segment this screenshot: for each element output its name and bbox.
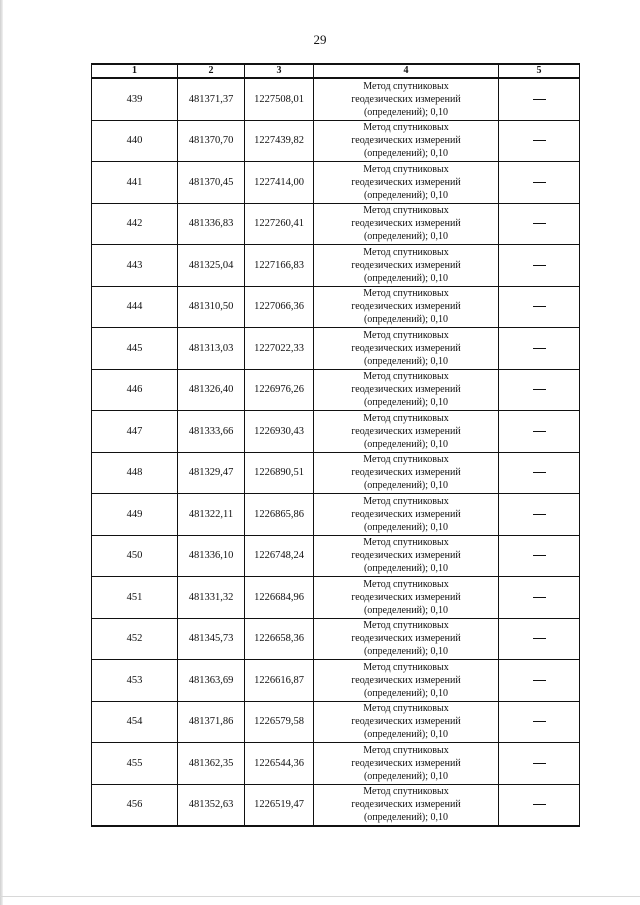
- method-line: Метод спутниковых: [363, 537, 449, 549]
- y-coordinate-cell: 1227439,82: [245, 120, 314, 162]
- method-line: (определений); 0,10: [363, 480, 449, 492]
- coordinates-table: [91, 63, 580, 827]
- method-line: геодезических измерений: [351, 508, 461, 520]
- table-body: [92, 78, 580, 826]
- note-cell: [499, 660, 580, 702]
- method-line: (определений); 0,10: [363, 729, 449, 741]
- x-coordinate-cell: 481325,04: [178, 245, 245, 287]
- point-number-cell: 443: [92, 245, 178, 287]
- x-coordinate-cell: 481371,37: [178, 78, 245, 120]
- y-coordinate-cell: 1226684,96: [245, 577, 314, 619]
- dash-mark: [533, 804, 546, 805]
- point-number-cell: 444: [92, 286, 178, 328]
- table-row: [92, 535, 580, 577]
- method-line: геодезических измерений: [351, 799, 461, 811]
- note-cell: [499, 369, 580, 411]
- table-row: [92, 743, 580, 785]
- method-line: Метод спутниковых: [363, 122, 449, 134]
- table-row: [92, 618, 580, 660]
- method-cell: [314, 535, 499, 577]
- x-coordinate-cell: 481329,47: [178, 452, 245, 494]
- y-coordinate-cell: 1226616,87: [245, 660, 314, 702]
- y-coordinate-cell: 1227260,41: [245, 203, 314, 245]
- dash-mark: [533, 140, 546, 141]
- column-header-3: 3: [245, 64, 314, 78]
- method-cell: [314, 701, 499, 743]
- table-row: [92, 245, 580, 287]
- x-coordinate-cell: 481336,10: [178, 535, 245, 577]
- method-line: (определений); 0,10: [363, 397, 449, 409]
- point-number-cell: 442: [92, 203, 178, 245]
- dash-mark: [533, 472, 546, 473]
- method-cell: [314, 120, 499, 162]
- note-cell: [499, 452, 580, 494]
- y-coordinate-cell: 1227022,33: [245, 328, 314, 370]
- method-cell: [314, 577, 499, 619]
- method-line: геодезических измерений: [351, 425, 461, 437]
- dash-mark: [533, 265, 546, 266]
- table-row: [92, 701, 580, 743]
- method-line: геодезических измерений: [351, 757, 461, 769]
- dash-mark: [533, 223, 546, 224]
- point-number-cell: 445: [92, 328, 178, 370]
- note-cell: [499, 120, 580, 162]
- method-line: Метод спутниковых: [363, 246, 449, 258]
- method-cell: [314, 203, 499, 245]
- table-header: [92, 64, 580, 78]
- note-cell: [499, 784, 580, 826]
- method-line: геодезических измерений: [351, 176, 461, 188]
- point-number-cell: 446: [92, 369, 178, 411]
- x-coordinate-cell: 481333,66: [178, 411, 245, 453]
- method-line: (определений); 0,10: [363, 355, 449, 367]
- method-line: Метод спутниковых: [363, 454, 449, 466]
- x-coordinate-cell: 481352,63: [178, 784, 245, 826]
- method-cell: [314, 328, 499, 370]
- method-cell: [314, 660, 499, 702]
- method-cell: [314, 618, 499, 660]
- point-number-cell: 456: [92, 784, 178, 826]
- y-coordinate-cell: 1227166,83: [245, 245, 314, 287]
- point-number-cell: 441: [92, 162, 178, 204]
- method-line: (определений); 0,10: [363, 106, 449, 118]
- point-number-cell: 452: [92, 618, 178, 660]
- column-header-2: 2: [178, 64, 245, 78]
- note-cell: [499, 618, 580, 660]
- method-line: Метод спутниковых: [363, 205, 449, 217]
- method-cell: [314, 286, 499, 328]
- method-line: геодезических измерений: [351, 218, 461, 230]
- method-line: Метод спутниковых: [363, 578, 449, 590]
- method-line: Метод спутниковых: [363, 495, 449, 507]
- y-coordinate-cell: 1226890,51: [245, 452, 314, 494]
- table-row: [92, 784, 580, 826]
- x-coordinate-cell: 481345,73: [178, 618, 245, 660]
- method-line: (определений); 0,10: [363, 148, 449, 160]
- table-row: [92, 328, 580, 370]
- dash-mark: [533, 680, 546, 681]
- note-cell: [499, 203, 580, 245]
- x-coordinate-cell: 481310,50: [178, 286, 245, 328]
- method-cell: [314, 78, 499, 120]
- table-row: [92, 369, 580, 411]
- point-number-cell: 449: [92, 494, 178, 536]
- method-line: (определений); 0,10: [363, 604, 449, 616]
- x-coordinate-cell: 481331,32: [178, 577, 245, 619]
- table-row: [92, 78, 580, 120]
- scan-bottom-edge: [0, 896, 640, 897]
- y-coordinate-cell: 1226748,24: [245, 535, 314, 577]
- x-coordinate-cell: 481326,40: [178, 369, 245, 411]
- note-cell: [499, 78, 580, 120]
- y-coordinate-cell: 1227066,36: [245, 286, 314, 328]
- dash-mark: [533, 555, 546, 556]
- y-coordinate-cell: 1226976,26: [245, 369, 314, 411]
- note-cell: [499, 494, 580, 536]
- dash-mark: [533, 182, 546, 183]
- method-line: (определений); 0,10: [363, 687, 449, 699]
- dash-mark: [533, 389, 546, 390]
- point-number-cell: 455: [92, 743, 178, 785]
- method-cell: [314, 369, 499, 411]
- method-line: Метод спутниковых: [363, 661, 449, 673]
- note-cell: [499, 701, 580, 743]
- method-line: Метод спутниковых: [363, 744, 449, 756]
- dash-mark: [533, 514, 546, 515]
- table-row: [92, 286, 580, 328]
- method-line: Метод спутниковых: [363, 329, 449, 341]
- y-coordinate-cell: 1226544,36: [245, 743, 314, 785]
- method-line: геодезических измерений: [351, 342, 461, 354]
- note-cell: [499, 286, 580, 328]
- dash-mark: [533, 721, 546, 722]
- method-line: геодезических измерений: [351, 467, 461, 479]
- x-coordinate-cell: 481322,11: [178, 494, 245, 536]
- y-coordinate-cell: 1226579,58: [245, 701, 314, 743]
- method-line: (определений); 0,10: [363, 521, 449, 533]
- method-line: Метод спутниковых: [363, 412, 449, 424]
- method-line: (определений); 0,10: [363, 272, 449, 284]
- method-line: геодезических измерений: [351, 674, 461, 686]
- method-line: геодезических измерений: [351, 550, 461, 562]
- x-coordinate-cell: 481363,69: [178, 660, 245, 702]
- method-line: (определений); 0,10: [363, 563, 449, 575]
- note-cell: [499, 577, 580, 619]
- dash-mark: [533, 306, 546, 307]
- method-line: Метод спутниковых: [363, 786, 449, 798]
- method-line: (определений); 0,10: [363, 646, 449, 658]
- table-row: [92, 203, 580, 245]
- method-line: Метод спутниковых: [363, 620, 449, 632]
- method-line: Метод спутниковых: [363, 703, 449, 715]
- y-coordinate-cell: 1227508,01: [245, 78, 314, 120]
- method-cell: [314, 162, 499, 204]
- column-header-1: 1: [92, 64, 178, 78]
- table-row: [92, 452, 580, 494]
- method-cell: [314, 245, 499, 287]
- y-coordinate-cell: 1226865,86: [245, 494, 314, 536]
- table-row: [92, 577, 580, 619]
- point-number-cell: 454: [92, 701, 178, 743]
- method-line: геодезических измерений: [351, 259, 461, 271]
- point-number-cell: 447: [92, 411, 178, 453]
- table-row: [92, 494, 580, 536]
- note-cell: [499, 535, 580, 577]
- y-coordinate-cell: 1226519,47: [245, 784, 314, 826]
- dash-mark: [533, 99, 546, 100]
- method-line: Метод спутниковых: [363, 371, 449, 383]
- table-row: [92, 411, 580, 453]
- x-coordinate-cell: 481371,86: [178, 701, 245, 743]
- method-line: геодезических измерений: [351, 591, 461, 603]
- column-header-4: 4: [314, 64, 499, 78]
- point-number-cell: 450: [92, 535, 178, 577]
- scan-edge: [0, 0, 3, 905]
- method-line: (определений); 0,10: [363, 314, 449, 326]
- dash-mark: [533, 763, 546, 764]
- method-cell: [314, 743, 499, 785]
- column-header-5: 5: [499, 64, 580, 78]
- method-line: Метод спутниковых: [363, 163, 449, 175]
- point-number-cell: 453: [92, 660, 178, 702]
- method-line: (определений); 0,10: [363, 770, 449, 782]
- method-line: (определений); 0,10: [363, 231, 449, 243]
- header-row: [92, 64, 580, 78]
- x-coordinate-cell: 481336,83: [178, 203, 245, 245]
- method-line: Метод спутниковых: [363, 80, 449, 92]
- point-number-cell: 439: [92, 78, 178, 120]
- table-row: [92, 162, 580, 204]
- note-cell: [499, 162, 580, 204]
- method-line: геодезических измерений: [351, 301, 461, 313]
- table-row: [92, 120, 580, 162]
- note-cell: [499, 328, 580, 370]
- method-line: геодезических измерений: [351, 716, 461, 728]
- dash-mark: [533, 638, 546, 639]
- y-coordinate-cell: 1226658,36: [245, 618, 314, 660]
- y-coordinate-cell: 1226930,43: [245, 411, 314, 453]
- note-cell: [499, 245, 580, 287]
- x-coordinate-cell: 481362,35: [178, 743, 245, 785]
- point-number-cell: 451: [92, 577, 178, 619]
- method-line: геодезических измерений: [351, 135, 461, 147]
- y-coordinate-cell: 1227414,00: [245, 162, 314, 204]
- method-line: (определений); 0,10: [363, 812, 449, 824]
- x-coordinate-cell: 481370,70: [178, 120, 245, 162]
- note-cell: [499, 743, 580, 785]
- point-number-cell: 440: [92, 120, 178, 162]
- dash-mark: [533, 348, 546, 349]
- method-line: (определений); 0,10: [363, 189, 449, 201]
- method-line: геодезических измерений: [351, 633, 461, 645]
- method-cell: [314, 452, 499, 494]
- dash-mark: [533, 597, 546, 598]
- table-row: [92, 660, 580, 702]
- method-cell: [314, 784, 499, 826]
- dash-mark: [533, 431, 546, 432]
- note-cell: [499, 411, 580, 453]
- method-cell: [314, 494, 499, 536]
- x-coordinate-cell: 481370,45: [178, 162, 245, 204]
- method-line: геодезических измерений: [351, 384, 461, 396]
- method-cell: [314, 411, 499, 453]
- point-number-cell: 448: [92, 452, 178, 494]
- x-coordinate-cell: 481313,03: [178, 328, 245, 370]
- page-number: 29: [313, 32, 327, 47]
- method-line: Метод спутниковых: [363, 288, 449, 300]
- method-line: (определений); 0,10: [363, 438, 449, 450]
- method-line: геодезических измерений: [351, 93, 461, 105]
